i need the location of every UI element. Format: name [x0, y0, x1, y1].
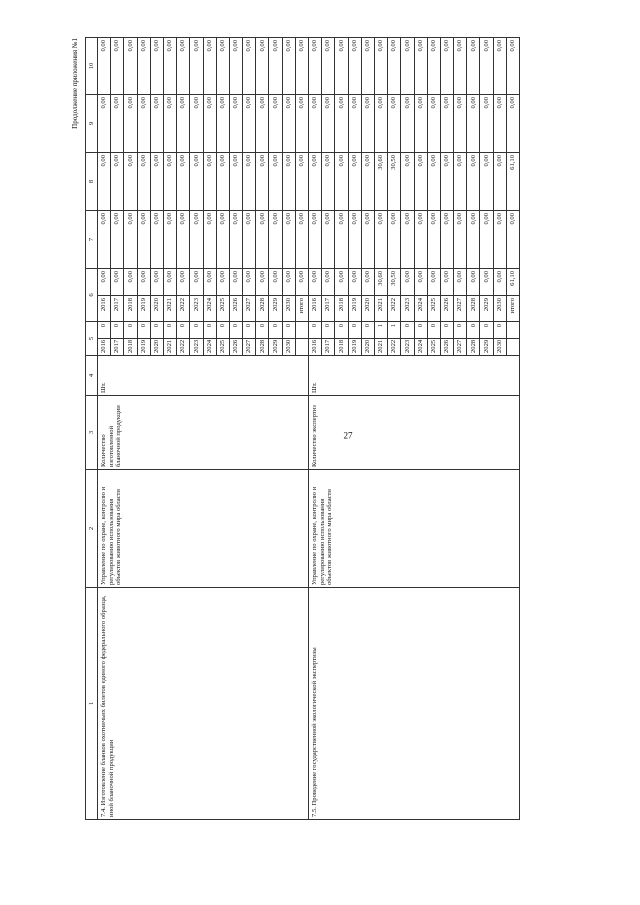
target-value-cell: 0	[150, 321, 163, 338]
local-budget-cell: 0,00	[124, 94, 137, 152]
regional-budget-cell: 0,00	[480, 152, 493, 210]
federal-budget-cell: 0,00	[506, 210, 519, 268]
target-value-cell: 0	[137, 321, 150, 338]
federal-budget-cell: 0,00	[150, 210, 163, 268]
local-budget-cell: 0,00	[282, 94, 295, 152]
col-num-3: 3	[86, 396, 98, 470]
finance-year-cell: 2029	[269, 295, 282, 321]
federal-budget-cell: 0,00	[374, 210, 387, 268]
finance-total-cell: 0,00	[150, 268, 163, 295]
regional-budget-cell: 0,00	[269, 152, 282, 210]
local-budget-cell: 0,00	[256, 94, 269, 152]
other-sources-cell: 0,00	[229, 37, 242, 94]
other-sources-cell: 0,00	[124, 37, 137, 94]
finance-total-cell: 0,00	[440, 268, 453, 295]
finance-total-cell: 0,00	[124, 268, 137, 295]
finance-total-cell: 30,60	[374, 268, 387, 295]
target-value-cell: 0	[309, 321, 322, 338]
other-sources-cell: 0,00	[454, 37, 467, 94]
federal-budget-cell: 0,00	[348, 210, 361, 268]
finance-year-cell: 2027	[243, 295, 256, 321]
finance-total-cell: 0,00	[203, 268, 216, 295]
federal-budget-cell: 0,00	[269, 210, 282, 268]
regional-budget-cell: 0,00	[427, 152, 440, 210]
federal-budget-cell: 0,00	[124, 210, 137, 268]
target-year-cell	[506, 339, 519, 356]
other-sources-cell: 0,00	[414, 37, 427, 94]
regional-budget-cell: 30,50	[388, 152, 401, 210]
finance-total-cell: 0,00	[269, 268, 282, 295]
federal-budget-cell: 0,00	[203, 210, 216, 268]
target-year-cell: 2027	[243, 339, 256, 356]
other-sources-cell: 0,00	[309, 37, 322, 94]
regional-budget-cell: 0,00	[177, 152, 190, 210]
other-sources-cell: 0,00	[506, 37, 519, 94]
page-number: 27	[343, 430, 353, 441]
target-year-cell: 2017	[322, 339, 335, 356]
finance-total-cell: 0,00	[322, 268, 335, 295]
target-year-cell: 2028	[256, 339, 269, 356]
target-value-cell: 0	[190, 321, 203, 338]
finance-year-cell: 2025	[427, 295, 440, 321]
federal-budget-cell: 0,00	[388, 210, 401, 268]
local-budget-cell: 0,00	[374, 94, 387, 152]
finance-year-cell: 2020	[361, 295, 374, 321]
other-sources-cell: 0,00	[203, 37, 216, 94]
regional-budget-cell: 0,00	[98, 152, 111, 210]
target-value-cell: 0	[335, 321, 348, 338]
target-year-cell: 2016	[309, 339, 322, 356]
other-sources-cell: 0,00	[493, 37, 506, 94]
other-sources-cell: 0,00	[388, 37, 401, 94]
finance-year-cell: итого	[295, 295, 308, 321]
col-num-6: 6	[86, 268, 98, 321]
finance-total-cell: 0,00	[401, 268, 414, 295]
activity-name-cell: 7.4. Изготовление бланков охотничьих билетов единого федерального образца, иной бланочной продукции	[98, 588, 309, 820]
federal-budget-cell: 0,00	[243, 210, 256, 268]
finance-total-cell: 0,00	[454, 268, 467, 295]
finance-total-cell: 0,00	[414, 268, 427, 295]
other-sources-cell: 0,00	[177, 37, 190, 94]
local-budget-cell: 0,00	[388, 94, 401, 152]
target-year-cell: 2024	[203, 339, 216, 356]
finance-year-cell: итого	[506, 295, 519, 321]
target-year-cell: 2028	[467, 339, 480, 356]
finance-year-cell: 2030	[282, 295, 295, 321]
regional-budget-cell: 0,00	[361, 152, 374, 210]
federal-budget-cell: 0,00	[163, 210, 176, 268]
regional-budget-cell: 0,00	[440, 152, 453, 210]
finance-year-cell: 2019	[348, 295, 361, 321]
column-number-row	[86, 37, 98, 819]
target-value-cell: 0	[269, 321, 282, 338]
other-sources-cell: 0,00	[150, 37, 163, 94]
regional-budget-cell: 0,00	[414, 152, 427, 210]
target-value-cell: 0	[361, 321, 374, 338]
regional-budget-cell: 0,00	[335, 152, 348, 210]
finance-year-cell: 2024	[414, 295, 427, 321]
target-value-cell: 0	[229, 321, 242, 338]
finance-total-cell: 0,00	[216, 268, 229, 295]
other-sources-cell: 0,00	[361, 37, 374, 94]
other-sources-cell: 0,00	[98, 37, 111, 94]
target-year-cell: 2024	[414, 339, 427, 356]
target-value-cell: 0	[282, 321, 295, 338]
finance-total-cell: 0,00	[190, 268, 203, 295]
federal-budget-cell: 0,00	[295, 210, 308, 268]
regional-budget-cell: 0,00	[190, 152, 203, 210]
other-sources-cell: 0,00	[163, 37, 176, 94]
finance-total-cell: 0,00	[177, 268, 190, 295]
local-budget-cell: 0,00	[322, 94, 335, 152]
finance-total-cell: 0,00	[243, 268, 256, 295]
other-sources-cell: 0,00	[295, 37, 308, 94]
local-budget-cell: 0,00	[111, 94, 124, 152]
executor-cell: Управление по охране, контролю и регулированию использования объектов животного мира области	[98, 470, 309, 588]
other-sources-cell: 0,00	[440, 37, 453, 94]
regional-budget-cell: 0,00	[124, 152, 137, 210]
other-sources-cell: 0,00	[335, 37, 348, 94]
col-num-4: 4	[86, 356, 98, 396]
federal-budget-cell: 0,00	[309, 210, 322, 268]
federal-budget-cell: 0,00	[427, 210, 440, 268]
finance-year-cell: 2018	[124, 295, 137, 321]
executor-cell: Управление по охране, контролю и регулированию использования объектов животного мира области	[309, 470, 520, 588]
local-budget-cell: 0,00	[335, 94, 348, 152]
other-sources-cell: 0,00	[269, 37, 282, 94]
target-year-cell: 2016	[98, 339, 111, 356]
target-value-cell: 0	[177, 321, 190, 338]
target-value-cell: 0	[124, 321, 137, 338]
regional-budget-cell: 61,10	[506, 152, 519, 210]
finance-year-cell: 2026	[229, 295, 242, 321]
finance-year-cell: 2021	[374, 295, 387, 321]
finance-total-cell: 0,00	[98, 268, 111, 295]
regional-budget-cell: 0,00	[137, 152, 150, 210]
federal-budget-cell: 0,00	[256, 210, 269, 268]
target-value-cell: 0	[454, 321, 467, 338]
target-year-cell: 2029	[269, 339, 282, 356]
finance-total-cell: 30,50	[388, 268, 401, 295]
table-body	[98, 37, 520, 819]
local-budget-cell: 0,00	[493, 94, 506, 152]
federal-budget-cell: 0,00	[111, 210, 124, 268]
finance-total-cell: 0,00	[282, 268, 295, 295]
regional-budget-cell: 0,00	[454, 152, 467, 210]
finance-total-cell: 0,00	[137, 268, 150, 295]
regional-budget-cell: 0,00	[348, 152, 361, 210]
finance-total-cell: 0,00	[163, 268, 176, 295]
finance-year-cell: 2020	[150, 295, 163, 321]
federal-budget-cell: 0,00	[190, 210, 203, 268]
finance-year-cell: 2023	[401, 295, 414, 321]
target-value-cell: 0	[480, 321, 493, 338]
target-value-cell: 0	[401, 321, 414, 338]
finance-total-cell: 0,00	[111, 268, 124, 295]
federal-budget-cell: 0,00	[414, 210, 427, 268]
local-budget-cell: 0,00	[467, 94, 480, 152]
other-sources-cell: 0,00	[467, 37, 480, 94]
local-budget-cell: 0,00	[361, 94, 374, 152]
finance-year-cell: 2024	[203, 295, 216, 321]
federal-budget-cell: 0,00	[98, 210, 111, 268]
target-year-cell: 2019	[348, 339, 361, 356]
target-value-cell: 0	[98, 321, 111, 338]
finance-total-cell: 0,00	[335, 268, 348, 295]
other-sources-cell: 0,00	[243, 37, 256, 94]
unit-cell: Шт.	[309, 356, 520, 396]
local-budget-cell: 0,00	[440, 94, 453, 152]
finance-total-cell: 0,00	[467, 268, 480, 295]
federal-budget-cell: 0,00	[467, 210, 480, 268]
local-budget-cell: 0,00	[427, 94, 440, 152]
regional-budget-cell: 0,00	[256, 152, 269, 210]
col-num-9: 9	[86, 94, 98, 152]
regional-budget-cell: 30,60	[374, 152, 387, 210]
local-budget-cell: 0,00	[216, 94, 229, 152]
other-sources-cell: 0,00	[322, 37, 335, 94]
federal-budget-cell: 0,00	[454, 210, 467, 268]
regional-budget-cell: 0,00	[309, 152, 322, 210]
local-budget-cell: 0,00	[348, 94, 361, 152]
col-num-8: 8	[86, 152, 98, 210]
other-sources-cell: 0,00	[374, 37, 387, 94]
federal-budget-cell: 0,00	[335, 210, 348, 268]
regional-budget-cell: 0,00	[322, 152, 335, 210]
federal-budget-cell: 0,00	[282, 210, 295, 268]
finance-year-cell: 2022	[177, 295, 190, 321]
local-budget-cell: 0,00	[190, 94, 203, 152]
target-year-cell: 2018	[124, 339, 137, 356]
target-year-cell	[295, 339, 308, 356]
finance-total-cell: 61,10	[506, 268, 519, 295]
col-num-1: 1	[86, 588, 98, 820]
target-value-cell: 1	[388, 321, 401, 338]
finance-year-cell: 2016	[98, 295, 111, 321]
federal-budget-cell: 0,00	[480, 210, 493, 268]
finance-total-cell: 0,00	[229, 268, 242, 295]
other-sources-cell: 0,00	[256, 37, 269, 94]
finance-year-cell: 2029	[480, 295, 493, 321]
regional-budget-cell: 0,00	[243, 152, 256, 210]
other-sources-cell: 0,00	[427, 37, 440, 94]
federal-budget-cell: 0,00	[229, 210, 242, 268]
target-year-cell: 2021	[374, 339, 387, 356]
target-year-cell: 2027	[454, 339, 467, 356]
indicator-cell: Количество экспертиз	[309, 396, 520, 470]
target-value-cell: 0	[348, 321, 361, 338]
target-value-cell: 0	[216, 321, 229, 338]
regional-budget-cell: 0,00	[150, 152, 163, 210]
regional-budget-cell: 0,00	[229, 152, 242, 210]
target-value-cell: 0	[493, 321, 506, 338]
target-value-cell: 0	[440, 321, 453, 338]
target-year-cell: 2022	[388, 339, 401, 356]
local-budget-cell: 0,00	[454, 94, 467, 152]
regional-budget-cell: 0,00	[295, 152, 308, 210]
target-year-cell: 2025	[427, 339, 440, 356]
program-table	[85, 37, 520, 820]
regional-budget-cell: 0,00	[401, 152, 414, 210]
finance-year-cell: 2028	[467, 295, 480, 321]
finance-year-cell: 2023	[190, 295, 203, 321]
regional-budget-cell: 0,00	[111, 152, 124, 210]
target-value-cell: 0	[111, 321, 124, 338]
regional-budget-cell: 0,00	[163, 152, 176, 210]
target-value-cell: 0	[322, 321, 335, 338]
local-budget-cell: 0,00	[506, 94, 519, 152]
target-year-cell: 2030	[282, 339, 295, 356]
local-budget-cell: 0,00	[243, 94, 256, 152]
local-budget-cell: 0,00	[295, 94, 308, 152]
regional-budget-cell: 0,00	[282, 152, 295, 210]
federal-budget-cell: 0,00	[493, 210, 506, 268]
target-year-cell: 2017	[111, 339, 124, 356]
rotated-table-area	[71, 38, 517, 820]
table-row	[98, 37, 111, 819]
target-value-cell: 1	[374, 321, 387, 338]
target-value-cell: 0	[163, 321, 176, 338]
local-budget-cell: 0,00	[177, 94, 190, 152]
finance-year-cell: 2019	[137, 295, 150, 321]
col-num-2: 2	[86, 470, 98, 588]
target-year-cell: 2026	[440, 339, 453, 356]
other-sources-cell: 0,00	[282, 37, 295, 94]
finance-year-cell: 2026	[440, 295, 453, 321]
target-value-cell: 0	[467, 321, 480, 338]
target-value-cell: 0	[256, 321, 269, 338]
local-budget-cell: 0,00	[98, 94, 111, 152]
target-year-cell: 2029	[480, 339, 493, 356]
target-year-cell: 2021	[163, 339, 176, 356]
target-value-cell	[295, 321, 308, 338]
finance-total-cell: 0,00	[348, 268, 361, 295]
other-sources-cell: 0,00	[190, 37, 203, 94]
target-year-cell: 2023	[190, 339, 203, 356]
col-num-10: 10	[86, 37, 98, 94]
local-budget-cell: 0,00	[401, 94, 414, 152]
finance-total-cell: 0,00	[493, 268, 506, 295]
local-budget-cell: 0,00	[203, 94, 216, 152]
continuation-note: Продолжение приложения №1	[71, 38, 79, 129]
other-sources-cell: 0,00	[137, 37, 150, 94]
federal-budget-cell: 0,00	[401, 210, 414, 268]
local-budget-cell: 0,00	[414, 94, 427, 152]
federal-budget-cell: 0,00	[322, 210, 335, 268]
target-value-cell	[506, 321, 519, 338]
finance-year-cell: 2018	[335, 295, 348, 321]
finance-year-cell: 2030	[493, 295, 506, 321]
target-year-cell: 2019	[137, 339, 150, 356]
other-sources-cell: 0,00	[480, 37, 493, 94]
target-value-cell: 0	[427, 321, 440, 338]
finance-year-cell: 2027	[454, 295, 467, 321]
finance-total-cell: 0,00	[361, 268, 374, 295]
target-value-cell: 0	[243, 321, 256, 338]
federal-budget-cell: 0,00	[137, 210, 150, 268]
other-sources-cell: 0,00	[348, 37, 361, 94]
regional-budget-cell: 0,00	[493, 152, 506, 210]
local-budget-cell: 0,00	[269, 94, 282, 152]
regional-budget-cell: 0,00	[216, 152, 229, 210]
other-sources-cell: 0,00	[401, 37, 414, 94]
local-budget-cell: 0,00	[163, 94, 176, 152]
target-year-cell: 2030	[493, 339, 506, 356]
target-year-cell: 2026	[229, 339, 242, 356]
finance-total-cell: 0,00	[480, 268, 493, 295]
finance-year-cell: 2025	[216, 295, 229, 321]
local-budget-cell: 0,00	[137, 94, 150, 152]
finance-total-cell: 0,00	[427, 268, 440, 295]
finance-year-cell: 2028	[256, 295, 269, 321]
local-budget-cell: 0,00	[229, 94, 242, 152]
federal-budget-cell: 0,00	[177, 210, 190, 268]
federal-budget-cell: 0,00	[361, 210, 374, 268]
target-year-cell: 2022	[177, 339, 190, 356]
finance-total-cell: 0,00	[295, 268, 308, 295]
local-budget-cell: 0,00	[150, 94, 163, 152]
unit-cell: Шт.	[98, 356, 309, 396]
finance-year-cell: 2016	[309, 295, 322, 321]
other-sources-cell: 0,00	[111, 37, 124, 94]
finance-year-cell: 2022	[388, 295, 401, 321]
target-year-cell: 2020	[150, 339, 163, 356]
local-budget-cell: 0,00	[480, 94, 493, 152]
local-budget-cell: 0,00	[309, 94, 322, 152]
regional-budget-cell: 0,00	[203, 152, 216, 210]
target-year-cell: 2025	[216, 339, 229, 356]
target-value-cell: 0	[203, 321, 216, 338]
other-sources-cell: 0,00	[216, 37, 229, 94]
federal-budget-cell: 0,00	[216, 210, 229, 268]
finance-total-cell: 0,00	[309, 268, 322, 295]
table-row	[309, 37, 322, 819]
target-year-cell: 2018	[335, 339, 348, 356]
target-year-cell: 2023	[401, 339, 414, 356]
finance-year-cell: 2017	[322, 295, 335, 321]
col-num-5: 5	[86, 321, 98, 355]
indicator-cell: Количество изготовленной бланочной продукции	[98, 396, 309, 470]
finance-year-cell: 2021	[163, 295, 176, 321]
col-num-7: 7	[86, 210, 98, 268]
finance-year-cell: 2017	[111, 295, 124, 321]
activity-name-cell: 7.5. Проведение государственной экологической экспертизы	[309, 588, 520, 820]
target-value-cell: 0	[414, 321, 427, 338]
federal-budget-cell: 0,00	[440, 210, 453, 268]
finance-total-cell: 0,00	[256, 268, 269, 295]
regional-budget-cell: 0,00	[467, 152, 480, 210]
target-year-cell: 2020	[361, 339, 374, 356]
